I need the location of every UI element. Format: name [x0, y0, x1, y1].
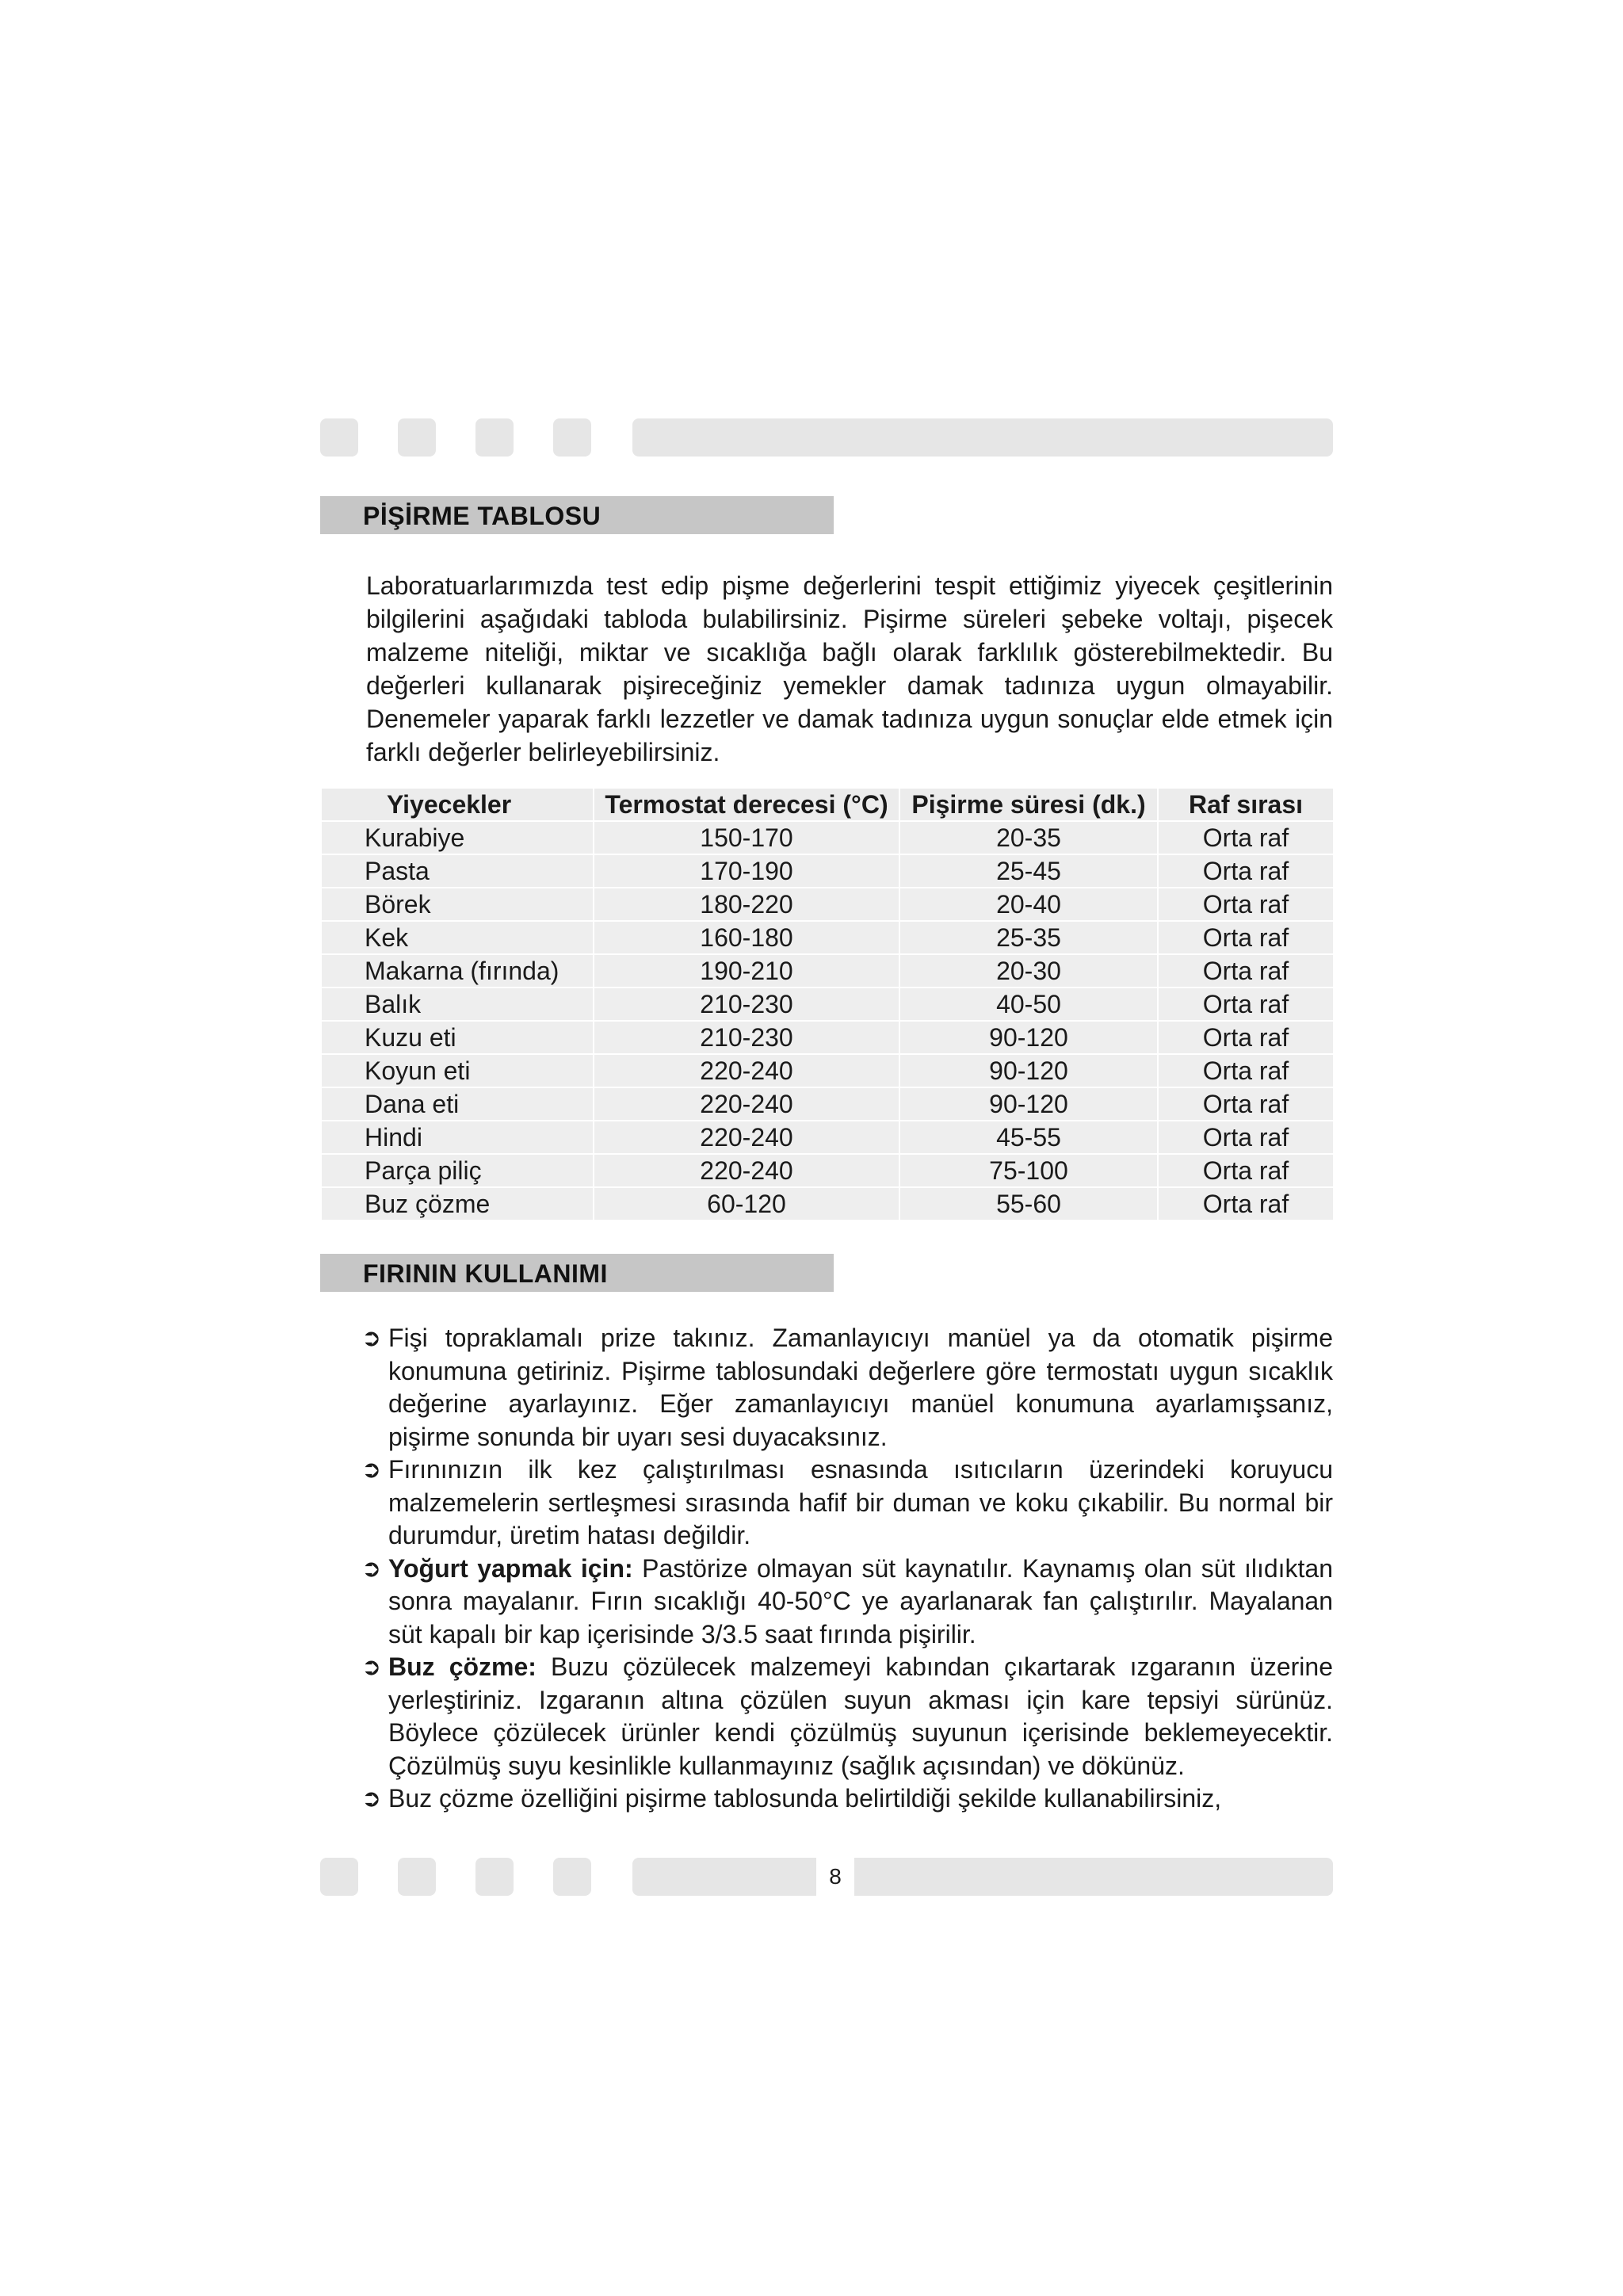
usage-item: [361, 1454, 1333, 1553]
cell-shelf: Orta raf: [1158, 854, 1334, 888]
cell-thermostat: 180-220: [594, 888, 899, 921]
cell-cooking-time: 20-40: [899, 888, 1158, 921]
cell-food: Buz çözme: [321, 1187, 594, 1221]
cell-thermostat: 210-230: [594, 988, 899, 1021]
cell-cooking-time: 90-120: [899, 1087, 1158, 1121]
usage-item-text: Pastörize olmayan süt kaynatılır. Kaynamış olan süt ılıdıktan sonra mayalanır. Fırın sıcaklığı 40-50°C ye ayarlanarak fan çalıştırılır. Mayalanan süt kapalı bir kap içerisinde 3/3.5 saat fırında pişirilir.: [388, 1553, 1334, 1648]
cell-shelf: Orta raf: [1158, 921, 1334, 954]
footer-deco-square-2: [398, 1858, 436, 1896]
cell-thermostat: 220-240: [594, 1087, 899, 1121]
table-row: [321, 988, 1334, 1021]
cell-food: Kurabiye: [321, 821, 594, 854]
table-body: [321, 821, 1334, 1221]
cell-cooking-time: 25-35: [899, 921, 1158, 954]
footer-deco-square-1: [320, 1858, 358, 1896]
cell-cooking-time: 20-35: [899, 821, 1158, 854]
intro-paragraph: Laboratuarlarımızda test edip pişme değerlerini tespit ettiğimiz yiyecek çeşitlerinin bilgilerini aşağıdaki tabloda bulabilirsiniz. Pişirme süreleri şebeke voltajı, pişecek malzeme niteliği, miktar ve sıcaklığa bağlı olarak farklılık gösterebilmektedir. Bu değerleri kullanarak pişireceğiniz yemekler damak tadınıza uygun olmayabilir. Denemeler yaparak farklı lezzetler ve damak tadınıza uygun sonuçlar elde etmek için farklı değerler belirleyebilirsiniz.: [366, 571, 1333, 766]
usage-item: [361, 1553, 1334, 1652]
header-deco-square-4: [553, 418, 591, 457]
cell-shelf: Orta raf: [1158, 954, 1334, 988]
page-number: 8: [816, 1858, 854, 1896]
cell-cooking-time: 90-120: [899, 1021, 1158, 1054]
oven-usage-heading: FIRININ KULLANIMI: [320, 1254, 834, 1292]
cell-thermostat: 170-190: [594, 854, 899, 888]
footer-deco-bar: [632, 1858, 1333, 1896]
cell-shelf: Orta raf: [1158, 1121, 1334, 1154]
table-row: [321, 1087, 1334, 1121]
table-row: [321, 1154, 1334, 1187]
cooking-table: [320, 787, 1335, 1221]
arrow-bullet-icon: ➲: [361, 1654, 382, 1680]
cell-food: Pasta: [321, 854, 594, 888]
table-row: [321, 1054, 1334, 1087]
table-row: [321, 1021, 1334, 1054]
cell-food: Dana eti: [321, 1087, 594, 1121]
usage-item: [361, 1782, 1333, 1816]
header-deco-square-2: [398, 418, 436, 457]
table-row: [321, 854, 1334, 888]
cell-food: Kek: [321, 921, 594, 954]
header-food: Yiyecekler: [321, 788, 594, 821]
cell-thermostat: 60-120: [594, 1187, 899, 1221]
table-row: [321, 1121, 1334, 1154]
cell-shelf: Orta raf: [1158, 888, 1334, 921]
table-row: [321, 1187, 1334, 1221]
cell-cooking-time: 55-60: [899, 1187, 1158, 1221]
cell-cooking-time: 75-100: [899, 1154, 1158, 1187]
cell-cooking-time: 45-55: [899, 1121, 1158, 1154]
cell-shelf: Orta raf: [1158, 1021, 1334, 1054]
cell-food: Parça piliç: [321, 1154, 594, 1187]
cell-cooking-time: 40-50: [899, 988, 1158, 1021]
table-row: [321, 921, 1334, 954]
cell-cooking-time: 90-120: [899, 1054, 1158, 1087]
cell-thermostat: 160-180: [594, 921, 899, 954]
usage-item: [361, 1322, 1333, 1454]
usage-item-text: Fişi topraklamalı prize takınız. Zamanlayıcıyı manüel ya da otomatik pişirme konumuna getiriniz. Pişirme tablosundaki değerlere göre termostatı uygun sıcaklık değerine ayarlayınız. Eğer zamanlayıcıyı manüel konumuna ayarlamışsanız, pişirme sonunda bir uyarı sesi duyacaksınız.: [388, 1324, 1333, 1451]
cell-shelf: Orta raf: [1158, 1054, 1334, 1087]
cell-cooking-time: 20-30: [899, 954, 1158, 988]
cell-shelf: Orta raf: [1158, 1187, 1334, 1221]
cell-thermostat: 220-240: [594, 1054, 899, 1087]
table-header-row: [321, 788, 1334, 821]
header-deco-square-1: [320, 418, 358, 457]
cell-thermostat: 220-240: [594, 1154, 899, 1187]
arrow-bullet-icon: ➲: [361, 1555, 382, 1582]
cell-thermostat: 150-170: [594, 821, 899, 854]
cell-shelf: Orta raf: [1158, 1087, 1334, 1121]
usage-item-text: Fırınınızın ilk kez çalıştırılması esnasında ısıtıcıların üzerindeki koruyucu malzemelerin sertleşmesi sırasında hafif bir duman ve koku çıkabilir. Bu normal bir durumdur, üretim hatası değildir.: [388, 1455, 1333, 1549]
header-thermostat: Termostat derecesi (°C): [594, 788, 899, 821]
arrow-bullet-icon: ➲: [361, 1786, 382, 1812]
cell-thermostat: 190-210: [594, 954, 899, 988]
table-row: [321, 821, 1334, 854]
cell-food: Kuzu eti: [321, 1021, 594, 1054]
table-row: [321, 888, 1334, 921]
cell-food: Hindi: [321, 1121, 594, 1154]
usage-item: [361, 1651, 1334, 1782]
footer-deco-square-3: [475, 1858, 514, 1896]
footer-deco-square-4: [553, 1858, 591, 1896]
header-deco-bar: [632, 418, 1333, 457]
cell-food: Börek: [321, 888, 594, 921]
cell-food: Balık: [321, 988, 594, 1021]
cell-thermostat: 210-230: [594, 1021, 899, 1054]
usage-item-text: Buz çözme özelliğini pişirme tablosunda belirtildiği şekilde kullanabilirsiniz,: [388, 1784, 1222, 1813]
cell-thermostat: 220-240: [594, 1121, 899, 1154]
header-deco-square-3: [475, 418, 514, 457]
usage-item-text: Buzu çözülecek malzemeyi kabından çıkartarak ızgaranın üzerine yerleştiriniz. Izgaranın altına çözülen suyun akması için kare tepsiyi sürünüz. Böylece çözülecek ürünler kendi çözülmüş suyunun içerisinde beklemeyecektir. Çözülmüş suyu kesinlikle kullanmayınız (sağlık açısından) ve dökünüz.: [388, 1652, 1334, 1780]
cooking-table-heading: PİŞİRME TABLOSU: [320, 496, 834, 534]
cell-shelf: Orta raf: [1158, 1154, 1334, 1187]
header-cooking-time: Pişirme süresi (dk.): [899, 788, 1158, 821]
usage-item-title: Buz çözme:: [388, 1652, 537, 1681]
cell-cooking-time: 25-45: [899, 854, 1158, 888]
usage-list: [361, 1322, 1334, 1816]
usage-item-title: Yoğurt yapmak için:: [388, 1553, 633, 1583]
header-shelf: Raf sırası: [1158, 788, 1334, 821]
arrow-bullet-icon: ➲: [361, 1457, 382, 1483]
table-row: [321, 954, 1334, 988]
cell-shelf: Orta raf: [1158, 988, 1334, 1021]
arrow-bullet-icon: ➲: [361, 1325, 382, 1351]
cell-food: Koyun eti: [321, 1054, 594, 1087]
cell-food: Makarna (fırında): [321, 954, 594, 988]
cell-shelf: Orta raf: [1158, 821, 1334, 854]
